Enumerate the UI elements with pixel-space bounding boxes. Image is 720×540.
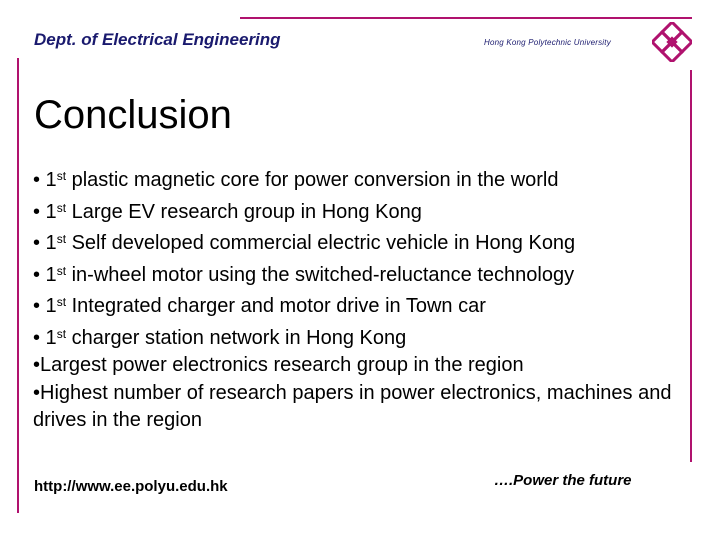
bullet-item [33, 289, 683, 321]
bullet-superscript: st [56, 232, 67, 246]
conclusion-bullet-list [33, 163, 683, 435]
left-accent-rule [17, 58, 19, 513]
bullet-item [33, 258, 683, 290]
bullet-superscript: st [56, 200, 67, 215]
bullet-text: charger station network in Hong Kong [66, 326, 407, 349]
bullet-item [33, 380, 683, 435]
bullet-superscript: st [56, 295, 67, 309]
bullet-item [33, 352, 683, 380]
bullet-text: Large EV research group in Hong Kong [66, 200, 422, 223]
bullet-text: •Highest number of research papers in power electronics, machines and drives in the region [33, 381, 672, 431]
bullet-item [33, 226, 683, 258]
polyu-logo-icon [652, 22, 692, 62]
bullet-text: plastic magnetic core for power conversion in the world [66, 169, 559, 191]
right-accent-rule [690, 70, 692, 462]
tagline: ….Power the future [494, 472, 632, 489]
bullet-item [33, 321, 683, 353]
university-name: Hong Kong Polytechnic University [484, 38, 611, 47]
bullet-prefix: • 1 [33, 169, 57, 191]
bullet-prefix: • 1 [33, 200, 57, 223]
bullet-text: •Largest power electronics research group in the region [33, 354, 524, 376]
bullet-prefix: • 1 [33, 326, 57, 349]
bullet-prefix: • 1 [33, 295, 57, 317]
slide-title: Conclusion [34, 92, 232, 137]
bullet-text: in-wheel motor using the switched-reluctance technology [66, 263, 575, 286]
website-link[interactable]: http://www.ee.polyu.edu.hk [34, 478, 228, 495]
bullet-text: Self developed commercial electric vehicle in Hong Kong [66, 232, 576, 254]
bullet-text: Integrated charger and motor drive in Town car [66, 295, 486, 317]
bullet-item [33, 163, 683, 195]
bullet-prefix: • 1 [33, 232, 57, 254]
bullet-superscript: st [56, 263, 67, 278]
bullet-superscript: st [56, 169, 67, 183]
department-name: Dept. of Electrical Engineering [34, 30, 281, 49]
bullet-prefix: • 1 [33, 263, 57, 286]
bullet-item [33, 195, 683, 227]
top-accent-rule [240, 17, 692, 19]
bullet-superscript: st [56, 326, 67, 341]
